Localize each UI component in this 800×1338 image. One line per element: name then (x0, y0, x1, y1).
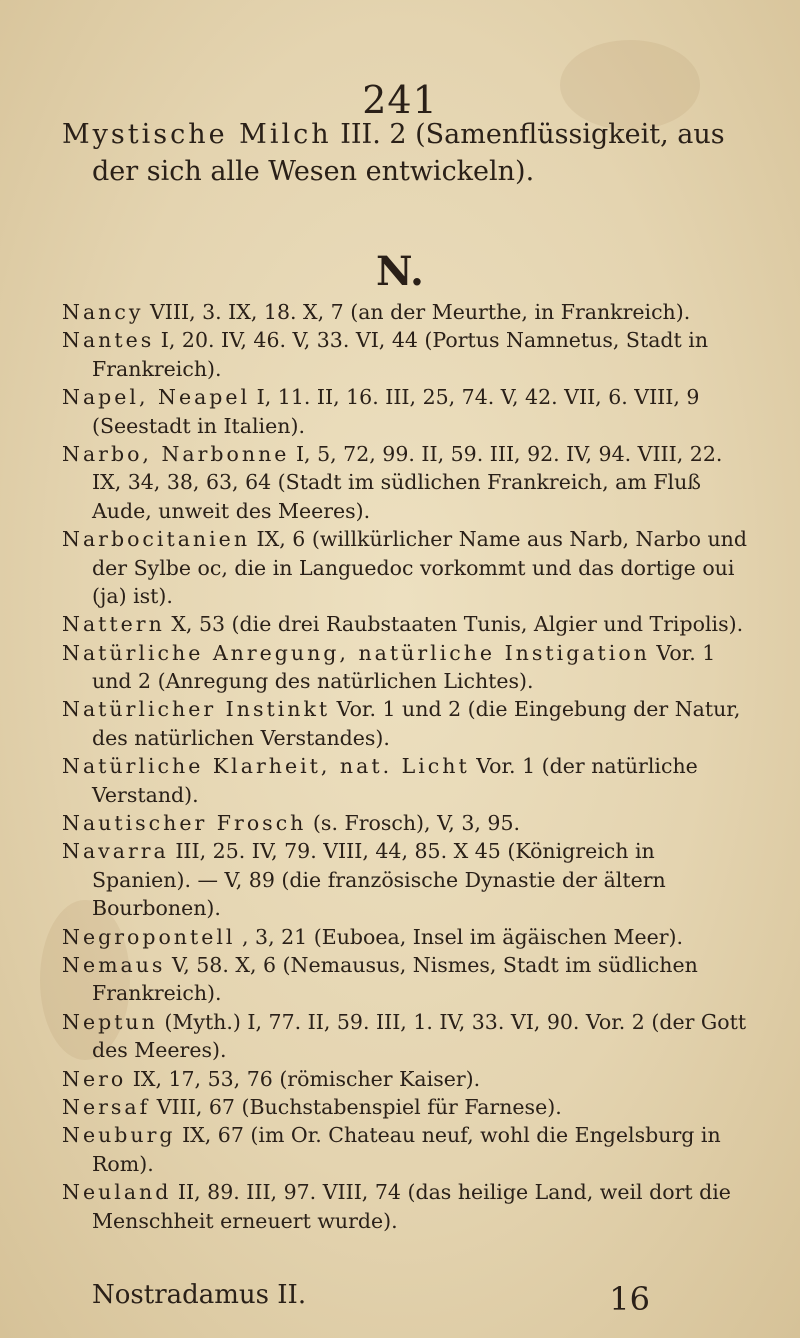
sheet-number: 16 (609, 1280, 650, 1318)
index-entry (62, 752, 758, 809)
entry-lemma: Nattern (62, 612, 165, 637)
entry-text: I, 5, 72, 99. II, 59. III, 92. IV, 94. VIII, 22. IX, 34, 38, 63, 64 (Stadt im südlichen Frankreich, am Fluß Aude, unweit des Meeres). (92, 441, 723, 523)
entry-lemma: Nancy (62, 300, 144, 324)
index-entry (62, 639, 758, 696)
index-entries (62, 298, 758, 1235)
entry-text: (Myth.) I, 77. II, 59. III, 1. IV, 33. VI, 90. Vor. 2 (der Gott des Meeres). (92, 1009, 747, 1063)
index-entry (62, 1178, 758, 1235)
index-entry (62, 837, 758, 922)
entry-lemma: Natürliche Anregung, natürliche Instigation (62, 640, 650, 665)
entry-text: Vor. 1 und 2 (Anregung des natürlichen Lichtes). (92, 640, 716, 694)
entry-text: X, 53 (die drei Raubstaaten Tunis, Algier und Tripolis). (171, 612, 744, 637)
page-footer (92, 1280, 650, 1318)
entry-lemma: Nemaus (62, 952, 166, 977)
entry-text: IX, 67 (im Or. Chateau neuf, wohl die Engelsburg in Rom). (92, 1123, 721, 1176)
entry-text: I, 11. II, 16. III, 25, 74. V, 42. VII, 6. VIII, 9 (Seestadt in Italien). (92, 385, 700, 438)
index-entries-continued (62, 116, 758, 191)
entry-text: , 3, 21 (Euboea, Insel im ägäischen Meer). (242, 924, 684, 949)
entry-text: Vor. 1 und 2 (die Eingebung der Natur, des natürlichen Verstandes). (92, 697, 741, 750)
entry-text: III. 2 (Samenflüssigkeit, aus der sich alle Wesen entwickeln). (92, 119, 725, 188)
entry-lemma: Nero (62, 1066, 127, 1091)
entry-lemma: Neuburg (62, 1123, 176, 1148)
entry-lemma: Mystische Milch (62, 119, 332, 150)
entry-lemma: Narbo, Narbonne (62, 441, 290, 466)
index-entry (62, 610, 758, 638)
index-entry (62, 1121, 758, 1178)
entry-text: VIII, 67 (Buchstabenspiel für Farnese). (156, 1094, 562, 1119)
entry-text: VIII, 3. IX, 18. X, 7 (an der Meurthe, in Frankreich). (149, 300, 691, 324)
entry-text: II, 89. III, 97. VIII, 74 (das heilige Land, weil dort die Menschheit erneuert wurde). (92, 1180, 731, 1233)
entry-lemma: Nautischer Frosch (62, 811, 307, 836)
entry-lemma: Nantes (62, 328, 155, 353)
index-entry (62, 951, 758, 1008)
index-entry (62, 1008, 758, 1065)
entry-lemma: Negropontell (62, 924, 236, 949)
entry-text: (s. Frosch), V, 3, 95. (312, 811, 521, 836)
entry-text: IX, 17, 53, 76 (römischer Kaiser). (132, 1066, 481, 1091)
entry-lemma: Nersaf (62, 1094, 151, 1119)
index-entry (62, 923, 758, 951)
entry-text: IX, 6 (willkürlicher Name aus Narb, Narbo und der Sylbe oc, die in Languedoc vorkommt und das dortige oui (ja) ist). (92, 527, 748, 608)
entry-text: III, 25. IV, 79. VIII, 44, 85. X 45 (Königreich in Spanien). — V, 89 (die französische Dynastie der ältern Bourbonen). (92, 839, 666, 921)
entry-lemma: Narbocitanien (62, 527, 251, 552)
section-letter: N. (376, 248, 424, 295)
index-entry (62, 695, 758, 752)
index-entry (62, 525, 758, 610)
index-entry (62, 1093, 758, 1121)
entry-lemma: Navarra (62, 839, 169, 864)
page-number: 241 (362, 78, 438, 122)
index-entry (62, 298, 758, 326)
entry-lemma: Neuland (62, 1180, 172, 1205)
entry-text: V, 58. X, 6 (Nemausus, Nismes, Stadt im südlichen Frankreich). (92, 952, 698, 1006)
entry-lemma: Natürlicher Instinkt (62, 697, 331, 722)
index-entry (62, 326, 758, 383)
entry-lemma: Neptun (62, 1009, 158, 1034)
entry-text: Vor. 1 (der natürliche Verstand). (92, 754, 698, 807)
signature-mark: Nostradamus II. (92, 1280, 307, 1310)
index-entry (62, 809, 758, 837)
index-entry (62, 440, 758, 525)
index-entry (62, 1065, 758, 1093)
entry-text: I, 20. IV, 46. V, 33. VI, 44 (Portus Namnetus, Stadt in Frankreich). (92, 328, 709, 381)
entry-lemma: Napel, Neapel (62, 385, 251, 410)
index-entry (62, 116, 758, 191)
entry-lemma: Natürliche Klarheit, nat. Licht (62, 754, 470, 779)
index-entry (62, 383, 758, 440)
